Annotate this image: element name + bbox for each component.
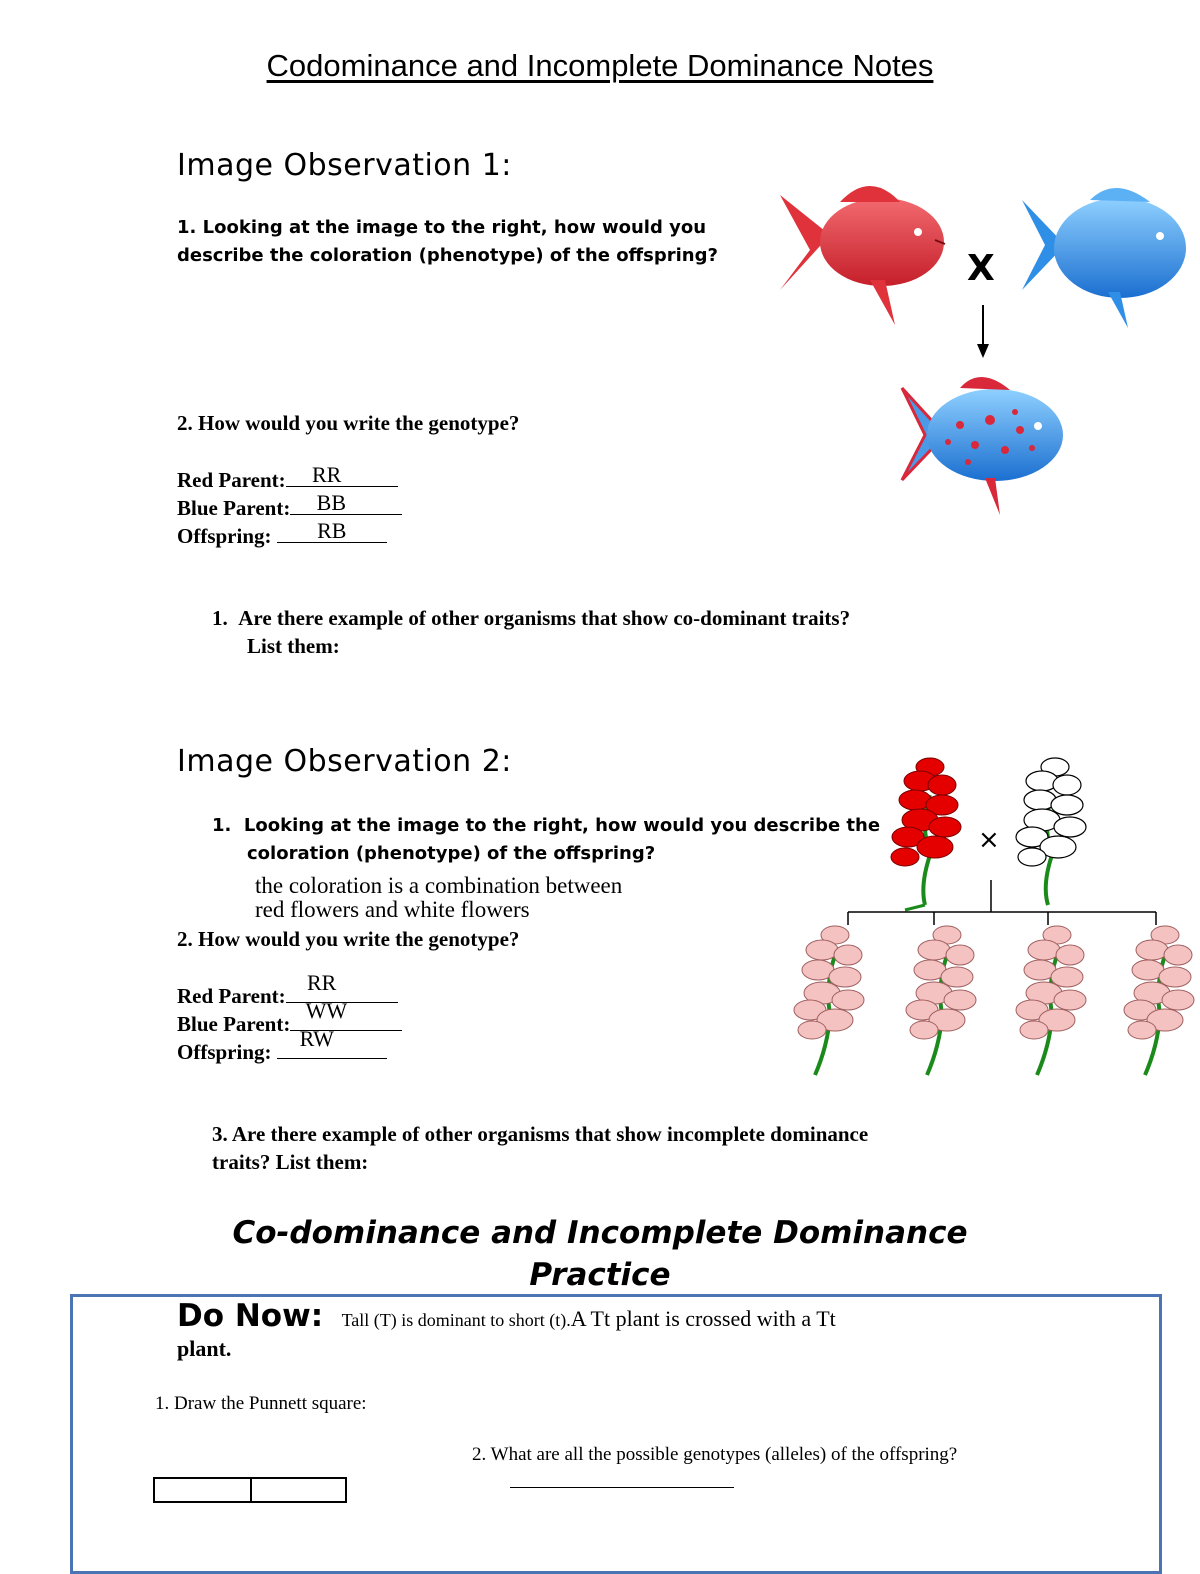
observation-1-question-3 — [212, 604, 850, 660]
red-parent-blank[interactable] — [286, 462, 398, 487]
pink-flower-icon — [794, 926, 864, 1075]
offspring-label: Offspring: — [177, 1040, 272, 1064]
practice-question-2: 2. What are all the possible genotypes (alleles) of the offspring? — [472, 1444, 958, 1465]
cross-symbol: × — [978, 825, 1000, 855]
offspring-blank[interactable] — [277, 518, 387, 543]
flower-cross-illustration — [780, 755, 1200, 1080]
do-now-text-small: Tall (T) is dominant to short (t). — [341, 1310, 571, 1330]
do-now-label: Do Now: — [177, 1298, 324, 1334]
observation-1-question-2: 2. How would you write the genotype? — [177, 411, 520, 435]
observation-2-genotype-block — [177, 970, 402, 1066]
do-now-text-large: A Tt plant is crossed with a Tt — [570, 1306, 836, 1331]
offspring-row — [177, 518, 402, 550]
fish-cross-illustration — [770, 180, 1190, 525]
observation-2-question-2: 2. How would you write the genotype? — [177, 927, 520, 951]
red-parent-value: RR — [311, 462, 342, 487]
observation-1-genotype-block — [177, 462, 402, 550]
punnett-square-divider — [250, 1479, 252, 1501]
genotypes-answer-line[interactable] — [510, 1487, 734, 1488]
do-now-prompt — [177, 1298, 836, 1362]
answer-line-1: the coloration is a combination between — [255, 873, 623, 898]
red-parent-value: RR — [306, 970, 337, 995]
observation-1-question-1 — [177, 214, 718, 270]
pink-flower-icon — [1124, 926, 1194, 1075]
blue-parent-blank[interactable] — [290, 490, 402, 515]
observation-1-heading: Image Observation 1: — [177, 148, 512, 183]
observation-2-answer[interactable] — [255, 874, 622, 922]
question-text-line-2: coloration (phenotype) of the offspring? — [247, 843, 656, 864]
question-text: 3. Are there example of other organisms that show incomplete dominance — [212, 1122, 869, 1146]
red-flower-icon — [891, 758, 961, 910]
red-parent-label: Red Parent: — [177, 468, 286, 492]
do-now-text-line-2: plant. — [177, 1336, 232, 1361]
blue-parent-value: WW — [305, 998, 348, 1023]
question-number: 1. — [212, 815, 232, 836]
practice-question-1: 1. Draw the Punnett square: — [155, 1393, 367, 1414]
observation-2-heading: Image Observation 2: — [177, 744, 512, 779]
question-text-line-2: traits? List them: — [212, 1150, 369, 1174]
red-parent-label: Red Parent: — [177, 984, 286, 1008]
question-number: 1. — [212, 606, 228, 630]
blue-parent-label: Blue Parent: — [177, 1012, 291, 1036]
practice-title-line-1: Co-dominance and Incomplete Dominance — [232, 1215, 968, 1251]
offspring-value: RW — [299, 1026, 334, 1051]
red-fish-icon — [780, 186, 945, 325]
offspring-label: Offspring: — [177, 524, 272, 548]
question-number: 1. — [177, 217, 197, 238]
practice-title-line-2: Practice — [529, 1257, 671, 1293]
white-flower-icon — [1016, 758, 1086, 905]
question-text-line-2: List them: — [247, 634, 340, 658]
question-text: Are there example of other organisms that show co-dominant traits? — [238, 606, 851, 630]
down-arrow-icon — [977, 305, 989, 358]
question-text-line-2: describe the coloration (phenotype) of the offspring? — [177, 245, 718, 266]
offspring-value: RB — [317, 518, 347, 543]
question-text: Looking at the image to the right, how would you — [202, 217, 707, 238]
blue-parent-label: Blue Parent: — [177, 496, 291, 520]
offspring-row — [177, 1026, 402, 1066]
blue-parent-value: BB — [316, 490, 347, 515]
answer-line-2: red flowers and white flowers — [255, 897, 530, 922]
offspring-fish-icon — [902, 377, 1063, 515]
cross-symbol: X — [967, 248, 995, 289]
pink-flower-icon — [906, 926, 976, 1075]
question-text: Looking at the image to the right, how would you describe the — [243, 815, 881, 836]
practice-title — [0, 1212, 1200, 1296]
observation-2-question-3 — [212, 1120, 868, 1176]
punnett-square[interactable] — [153, 1477, 347, 1503]
pink-flower-icon — [1016, 926, 1086, 1075]
blue-fish-icon — [1022, 188, 1186, 328]
offspring-blank[interactable] — [277, 1026, 387, 1059]
cross-connector-lines — [848, 880, 1156, 925]
page-title: Codominance and Incomplete Dominance Notes — [266, 48, 934, 83]
